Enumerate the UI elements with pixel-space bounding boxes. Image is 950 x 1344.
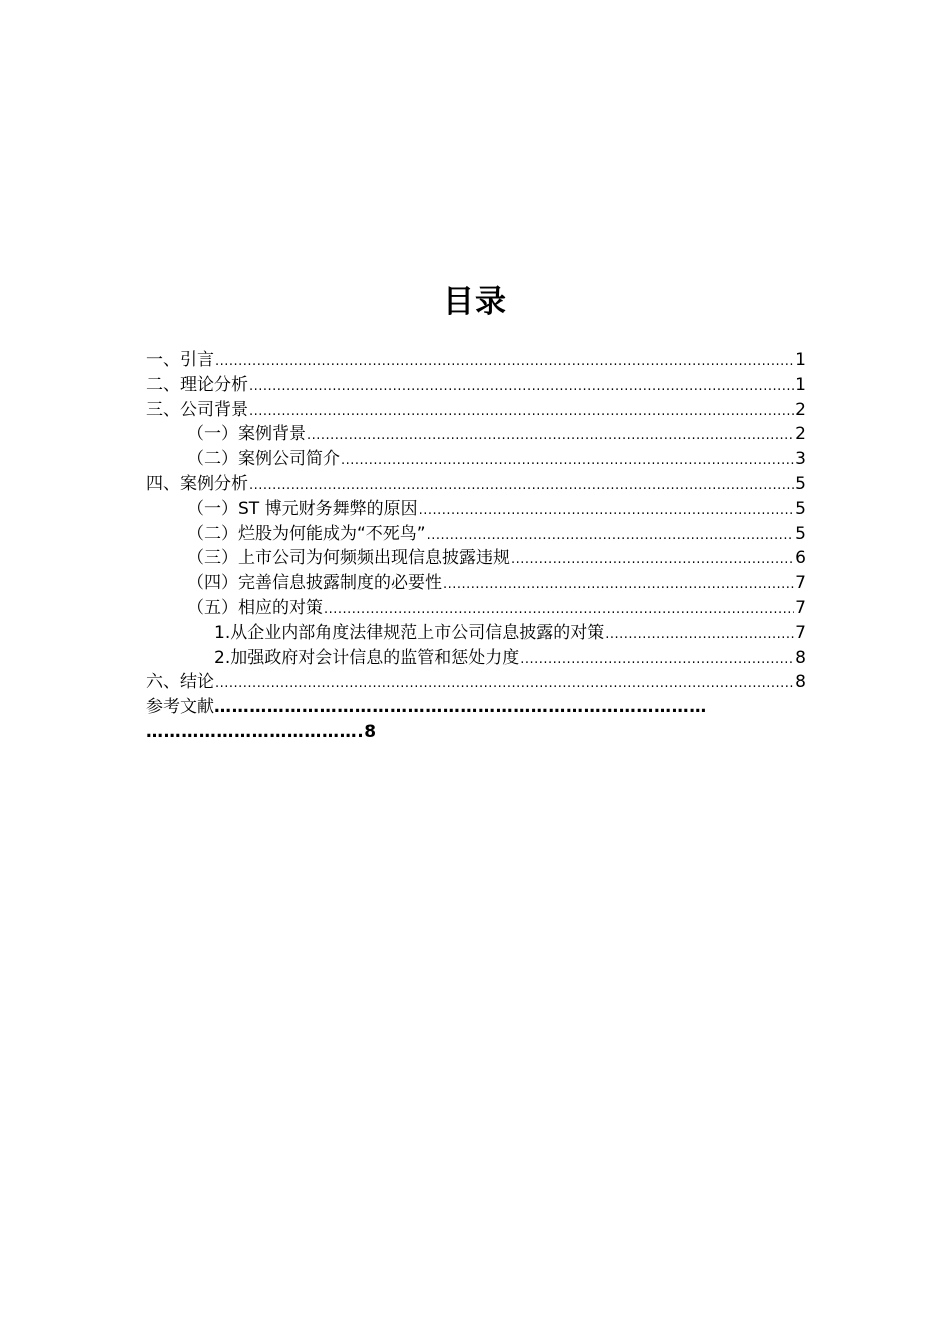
toc-entry-page: 6 — [795, 548, 806, 569]
toc-entry-page: 1 — [795, 350, 806, 370]
toc-entry[interactable] — [146, 422, 806, 447]
toc-entry-leader: ………………………………………………………………………… — [214, 697, 707, 718]
toc-entry-page: 8 — [795, 672, 806, 693]
toc-entry[interactable] — [146, 472, 806, 497]
toc-entry-label: （二）烂股为何能成为“不死鸟” — [187, 523, 426, 544]
toc-entry-page: .8 — [357, 721, 377, 742]
toc-entry-label: （一）案例背景 — [187, 424, 306, 445]
toc-entry-label: 一、引言 — [146, 350, 214, 370]
toc-entry-leader — [341, 449, 794, 474]
toc-entry[interactable] — [146, 497, 806, 522]
toc-entry-label: 三、公司背景 — [146, 399, 248, 420]
toc-entry[interactable] — [146, 398, 806, 423]
toc-entry[interactable] — [146, 522, 806, 547]
toc-entry-leader — [215, 672, 794, 697]
toc-entry-leader — [443, 573, 794, 598]
toc-entry-label: （二）案例公司简介 — [187, 449, 340, 470]
toc-entry-label: 参考文献 — [146, 697, 214, 718]
toc-entry-label: 六、结论 — [146, 672, 214, 693]
toc-entry-leader — [605, 623, 794, 648]
toc-entry-leader — [520, 648, 794, 673]
toc-entry-leader — [419, 499, 795, 524]
toc-entry-leader: ……………………………… — [146, 721, 358, 742]
toc-entry-label: （一）ST 博元财务舞弊的原因 — [187, 498, 418, 519]
toc-entry-page: 5 — [795, 498, 806, 519]
toc-entry-page: 7 — [795, 573, 806, 594]
toc-entry-leader — [249, 375, 794, 400]
toc-entry[interactable] — [146, 670, 806, 695]
toc-entry-label: （三）上市公司为何频频出现信息披露违规 — [187, 548, 510, 569]
toc-entry-leader — [215, 350, 794, 375]
toc-entry-page: 7 — [795, 597, 806, 618]
toc-title: 目录 — [443, 284, 507, 320]
toc-entry-page: 3 — [795, 449, 806, 470]
toc-entry-page: 2 — [795, 399, 806, 420]
toc-entry-page: 5 — [795, 473, 806, 494]
toc-entry-leader — [511, 548, 794, 573]
toc-entry-label: 2.加强政府对会计信息的监管和惩处力度 — [214, 647, 520, 668]
toc-entry-page: 1 — [795, 374, 806, 395]
toc-entry-label: 二、理论分析 — [146, 374, 248, 395]
toc-entry-references[interactable] — [146, 695, 806, 745]
toc-entry-leader — [249, 474, 794, 499]
toc-entry[interactable] — [146, 373, 806, 398]
table-of-contents — [146, 348, 806, 745]
toc-entry[interactable] — [146, 447, 806, 472]
toc-entry[interactable] — [146, 348, 806, 373]
toc-entry-label: （五）相应的对策 — [187, 597, 323, 618]
toc-entry[interactable] — [146, 571, 806, 596]
toc-entry[interactable] — [146, 546, 806, 571]
toc-entry-page: 5 — [795, 523, 806, 544]
toc-entry-leader — [324, 598, 794, 623]
toc-entry-leader — [249, 400, 794, 425]
toc-entry-page: 7 — [795, 622, 806, 643]
toc-entry-label: （四）完善信息披露制度的必要性 — [187, 573, 442, 594]
toc-entry[interactable] — [146, 621, 806, 646]
toc-entry-page: 8 — [795, 647, 806, 668]
toc-entry[interactable] — [146, 646, 806, 671]
toc-entry-page: 2 — [795, 424, 806, 445]
toc-entry[interactable] — [146, 596, 806, 621]
toc-entry-leader — [307, 424, 794, 449]
toc-entry-leader — [427, 524, 795, 549]
toc-entry-label: 四、案例分析 — [146, 473, 248, 494]
toc-entry-label: 1.从企业内部角度法律规范上市公司信息披露的对策 — [214, 622, 605, 643]
